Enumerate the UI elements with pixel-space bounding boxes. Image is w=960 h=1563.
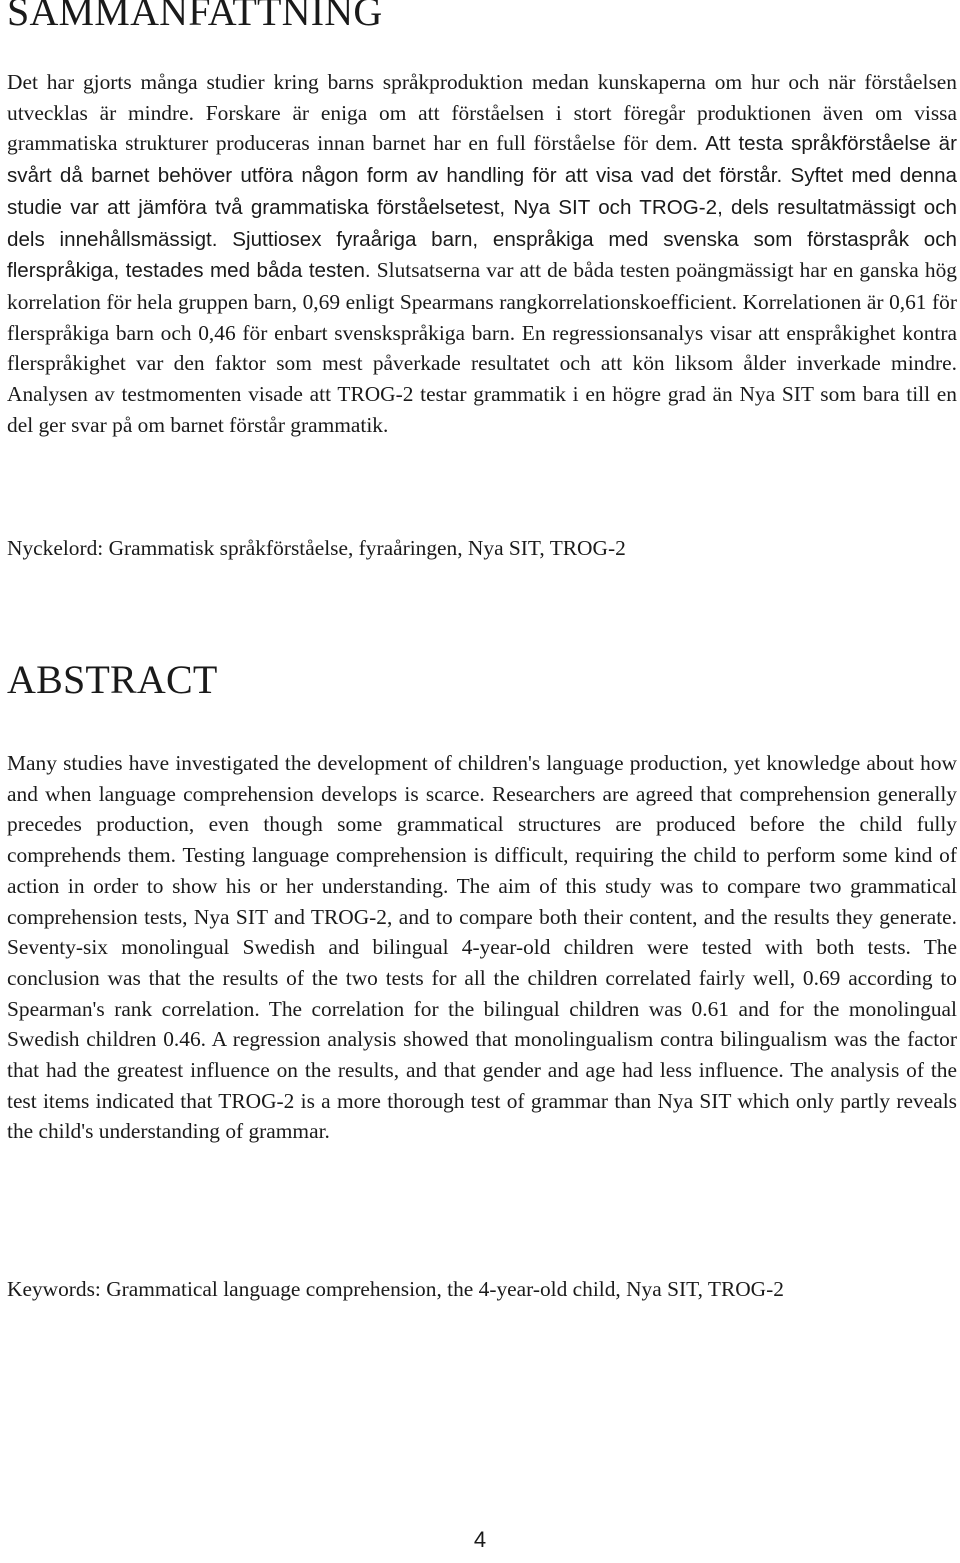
nyckelord-line: Nyckelord: Grammatisk språkförståelse, fyraåringen, Nya SIT, TROG-2 [7, 536, 626, 560]
sammanfattning-text-part3: Slutsatserna var att de båda testen poängmässigt har en ganska hög korrelation för hela gruppen barn, 0,69 enligt Spearmans rangkorrelationskoefficient. Korrelationen är 0,61 för flerspråkiga barn och 0,46 för enbart svenskspråkiga barn. En regressionsanalys visar att enspråkighet kontra flerspråkighet var den faktor som mest påverkade resultatet och att kön liksom ålder inverkade mindre. Analysen av testmomenten visade att TROG-2 testar grammatik i en högre grad än Nya SIT som bara till en del ger svar på om barnet förstår grammatik. [7, 258, 957, 437]
sammanfattning-paragraph [7, 67, 957, 440]
abstract-paragraph: Many studies have investigated the development of children's language production, yet knowledge about how and when language comprehension develops is scarce. Researchers are agreed that comprehension generally precedes production, even though some grammatical structures are produced before the child fully comprehends them. Testing language comprehension is difficult, requiring the child to perform some kind of action in order to show his or her understanding. The aim of this study was to compare two grammatical comprehension tests, Nya SIT and TROG-2, and to compare both their content, and the results they generate. Seventy-six monolingual Swedish and bilingual 4-year-old children were tested with both tests. The conclusion was that the results of the two tests for all the children correlated fairly well, 0.69 according to Spearman's rank correlation. The correlation for the bilingual children was 0.61 and for the monolingual Swedish children 0.46. A regression analysis showed that monolingualism contra bilingualism was the factor that had the greatest influence on the results, and that gender and age had less influence. The analysis of the test items indicated that TROG-2 is a more thorough test of grammar than Nya SIT which only partly reveals the child's understanding of grammar. [7, 751, 957, 1144]
sammanfattning-text-part2: Att testa språkförståelse är svårt då barnet behöver utföra någon form av handling för att visa vad det förstår. Syftet med denna studie var att jämföra två grammatiska förståelsetest, Nya SIT och TROG-2, dels resultatmässigt och dels innehållsmässigt. Sjuttiosex fyraåriga barn, enspråkiga med svenska som förstaspråk och flerspråkiga, testades med båda testen. [7, 132, 957, 283]
page-number: 4 [473, 1527, 487, 1552]
abstract-heading: ABSTRACT [7, 657, 218, 702]
sammanfattning-heading: SAMMANFATTNING [7, 0, 383, 34]
sammanfattning-text-part1: Det har gjorts många studier kring barns språkproduktion medan kunskaperna om hur och när förståelsen utvecklas är mindre. Forskare är eniga om att förståelsen i stort föregår produktionen även om vissa grammatiska strukturer produceras innan barnet har en full förståelse för dem. [7, 70, 957, 156]
keywords-line: Keywords: Grammatical language comprehension, the 4-year-old child, Nya SIT, TROG-2 [7, 1277, 784, 1301]
